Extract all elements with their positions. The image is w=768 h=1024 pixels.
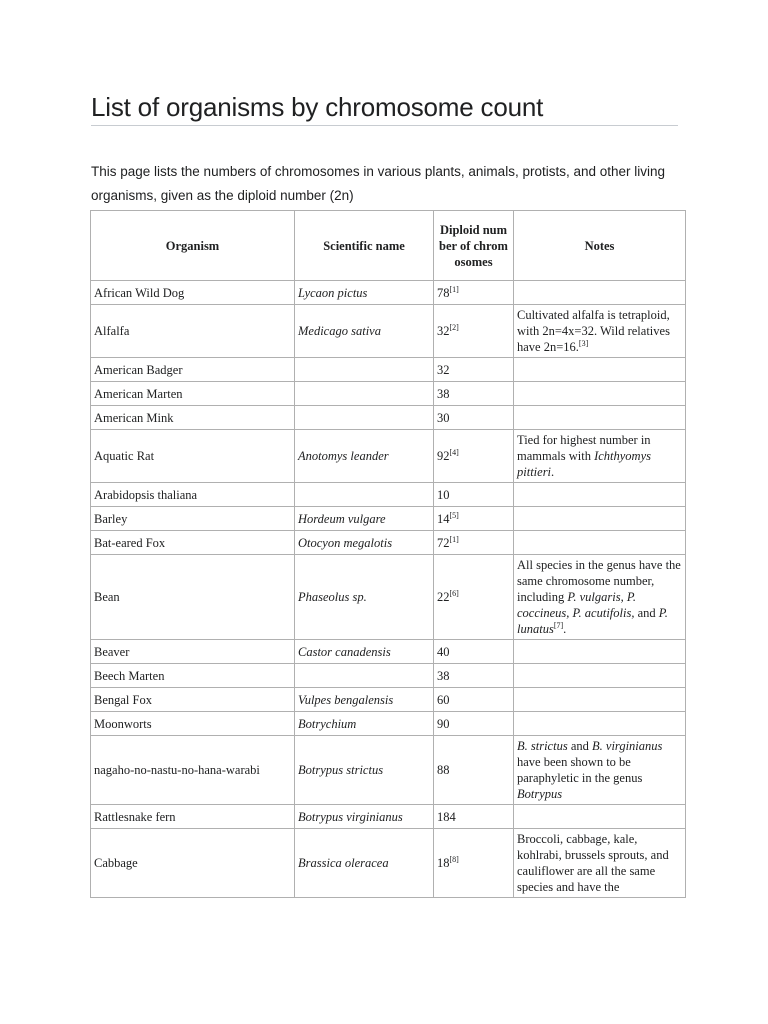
notes-cell — [514, 736, 686, 805]
diploid-number-cell — [434, 829, 514, 898]
notes-text: P. lunatus — [517, 606, 668, 636]
reference-link[interactable]: [4] — [449, 447, 459, 457]
organism-cell: Bengal Fox — [91, 688, 295, 712]
scientific-name-cell — [295, 382, 434, 406]
reference-link[interactable]: [6] — [449, 588, 459, 598]
diploid-number: 30 — [437, 410, 450, 425]
organism-cell: Bean — [91, 555, 295, 640]
table-row — [91, 358, 686, 382]
page-title: List of organisms by chromosome count — [91, 92, 544, 122]
reference-link[interactable]: [3] — [578, 338, 589, 348]
diploid-number: 22 — [437, 590, 450, 604]
notes-cell — [514, 483, 686, 507]
notes-cell — [514, 281, 686, 305]
organism-cell: Arabidopsis thaliana — [91, 483, 295, 507]
notes-cell — [514, 531, 686, 555]
organism-cell: nagaho-no-nastu-no-hana-warabi — [91, 736, 295, 805]
notes-text: have been shown to be paraphyletic in the genus — [517, 755, 643, 785]
notes-cell — [514, 664, 686, 688]
scientific-name-cell: Otocyon megalotis — [295, 531, 434, 555]
scientific-name-cell: Brassica oleracea — [295, 829, 434, 898]
notes-cell — [514, 382, 686, 406]
organism-cell: Cabbage — [91, 829, 295, 898]
notes-cell — [514, 712, 686, 736]
table-row — [91, 640, 686, 664]
diploid-number-cell — [434, 712, 514, 736]
scientific-name-cell: Anotomys leander — [295, 430, 434, 483]
notes-cell — [514, 688, 686, 712]
diploid-number-cell — [434, 483, 514, 507]
diploid-number-cell — [434, 531, 514, 555]
organism-cell: Beech Marten — [91, 664, 295, 688]
organism-cell: American Badger — [91, 358, 295, 382]
table-row — [91, 736, 686, 805]
table-row — [91, 829, 686, 898]
notes-text: and — [634, 606, 659, 620]
notes-text: and — [567, 739, 593, 753]
reference-link[interactable]: [1] — [449, 534, 459, 544]
diploid-number-cell — [434, 406, 514, 430]
scientific-name-cell: Vulpes bengalensis — [295, 688, 434, 712]
notes-text: Cultivated alfalfa is tetraploid, with 2n=4x=32. Wild relatives have 2n=16. — [517, 308, 670, 354]
notes-text: Ichthyomys pittieri — [517, 449, 651, 479]
diploid-number: 88 — [437, 763, 450, 777]
table-row — [91, 555, 686, 640]
scientific-name-cell: Phaseolus sp. — [295, 555, 434, 640]
reference-link[interactable]: [8] — [449, 854, 459, 864]
table-row — [91, 712, 686, 736]
header-scientific-name[interactable]: Scientific name — [295, 211, 434, 281]
scientific-name-cell — [295, 664, 434, 688]
scientific-name-cell: Lycaon pictus — [295, 281, 434, 305]
diploid-number-cell — [434, 805, 514, 829]
organism-cell: Beaver — [91, 640, 295, 664]
title-divider — [91, 125, 678, 126]
notes-cell — [514, 358, 686, 382]
scientific-name-cell: Botrypus strictus — [295, 736, 434, 805]
organism-cell: Moonworts — [91, 712, 295, 736]
table-header-row — [91, 211, 686, 281]
organism-cell: Bat-eared Fox — [91, 531, 295, 555]
diploid-number: 18 — [437, 856, 450, 870]
notes-cell — [514, 829, 686, 898]
diploid-number-cell — [434, 358, 514, 382]
diploid-number: 78 — [437, 285, 450, 300]
scientific-name-cell: Botrychium — [295, 712, 434, 736]
notes-cell — [514, 507, 686, 531]
diploid-number-cell — [434, 305, 514, 358]
organism-cell: African Wild Dog — [91, 281, 295, 305]
diploid-number-cell — [434, 507, 514, 531]
diploid-number: 72 — [437, 535, 450, 550]
notes-text: . — [563, 622, 567, 636]
table-body — [91, 281, 686, 898]
diploid-number: 38 — [437, 668, 450, 683]
scientific-name-cell: Medicago sativa — [295, 305, 434, 358]
table-row — [91, 305, 686, 358]
diploid-number: 60 — [437, 692, 450, 707]
notes-cell — [514, 805, 686, 829]
table-row — [91, 483, 686, 507]
table-row — [91, 430, 686, 483]
diploid-number-cell — [434, 555, 514, 640]
header-organism[interactable]: Organism — [91, 211, 295, 281]
organism-cell: Barley — [91, 507, 295, 531]
notes-cell — [514, 406, 686, 430]
organism-cell: American Marten — [91, 382, 295, 406]
diploid-number-cell — [434, 430, 514, 483]
scientific-name-cell: Castor canadensis — [295, 640, 434, 664]
notes-cell — [514, 305, 686, 358]
notes-text: . — [551, 465, 555, 479]
organism-cell: Alfalfa — [91, 305, 295, 358]
diploid-number-cell — [434, 281, 514, 305]
notes-text: B. strictus — [517, 739, 568, 753]
table-row — [91, 382, 686, 406]
organism-cell: Aquatic Rat — [91, 430, 295, 483]
notes-text: B. virginianus — [592, 739, 663, 753]
notes-text: P. vulgaris, P. coccineus, P. acutifolis, — [517, 590, 636, 620]
reference-link[interactable]: [5] — [449, 510, 459, 520]
diploid-number-cell — [434, 736, 514, 805]
table-row — [91, 507, 686, 531]
scientific-name-cell: Botrypus virginianus — [295, 805, 434, 829]
organism-cell: Rattlesnake fern — [91, 805, 295, 829]
organism-cell: American Mink — [91, 406, 295, 430]
table-row — [91, 805, 686, 829]
table-row — [91, 406, 686, 430]
reference-link[interactable]: [1] — [449, 284, 459, 294]
diploid-number-cell — [434, 382, 514, 406]
intro-paragraph: This page lists the numbers of chromosomes in various plants, animals, protists, and other living organisms, given as the diploid number (2n) — [91, 164, 666, 203]
reference-link[interactable]: [7] — [553, 620, 564, 630]
scientific-name-cell — [295, 483, 434, 507]
notes-cell — [514, 555, 686, 640]
notes-text: Botrypus — [517, 787, 563, 801]
table-row — [91, 664, 686, 688]
diploid-number-cell — [434, 688, 514, 712]
scientific-name-cell — [295, 358, 434, 382]
notes-text: Broccoli, cabbage, kale, kohlrabi, brussels sprouts, and cauliflower are all the same species and have the — [517, 832, 669, 894]
diploid-number-cell — [434, 664, 514, 688]
diploid-number: 92 — [437, 449, 450, 463]
diploid-number: 32 — [437, 324, 450, 338]
diploid-number: 14 — [437, 511, 450, 526]
header-notes[interactable]: Notes — [514, 211, 686, 281]
diploid-number: 90 — [437, 716, 450, 731]
notes-text: Tied for highest number in mammals with — [517, 433, 651, 463]
diploid-number: 184 — [437, 809, 456, 824]
table-row — [91, 688, 686, 712]
diploid-number: 10 — [437, 487, 450, 502]
diploid-number: 32 — [437, 362, 450, 377]
diploid-number: 40 — [437, 644, 450, 659]
diploid-number: 38 — [437, 386, 450, 401]
notes-cell — [514, 430, 686, 483]
table-row — [91, 281, 686, 305]
scientific-name-cell: Hordeum vulgare — [295, 507, 434, 531]
reference-link[interactable]: [2] — [449, 322, 459, 332]
chromosome-table — [90, 210, 686, 898]
notes-text: All species in the genus have the same chromosome number, including — [517, 558, 681, 604]
scientific-name-cell — [295, 406, 434, 430]
table-row — [91, 531, 686, 555]
diploid-number-cell — [434, 640, 514, 664]
notes-cell — [514, 640, 686, 664]
header-diploid-number[interactable]: Diploid number of chromosomes — [434, 211, 514, 281]
